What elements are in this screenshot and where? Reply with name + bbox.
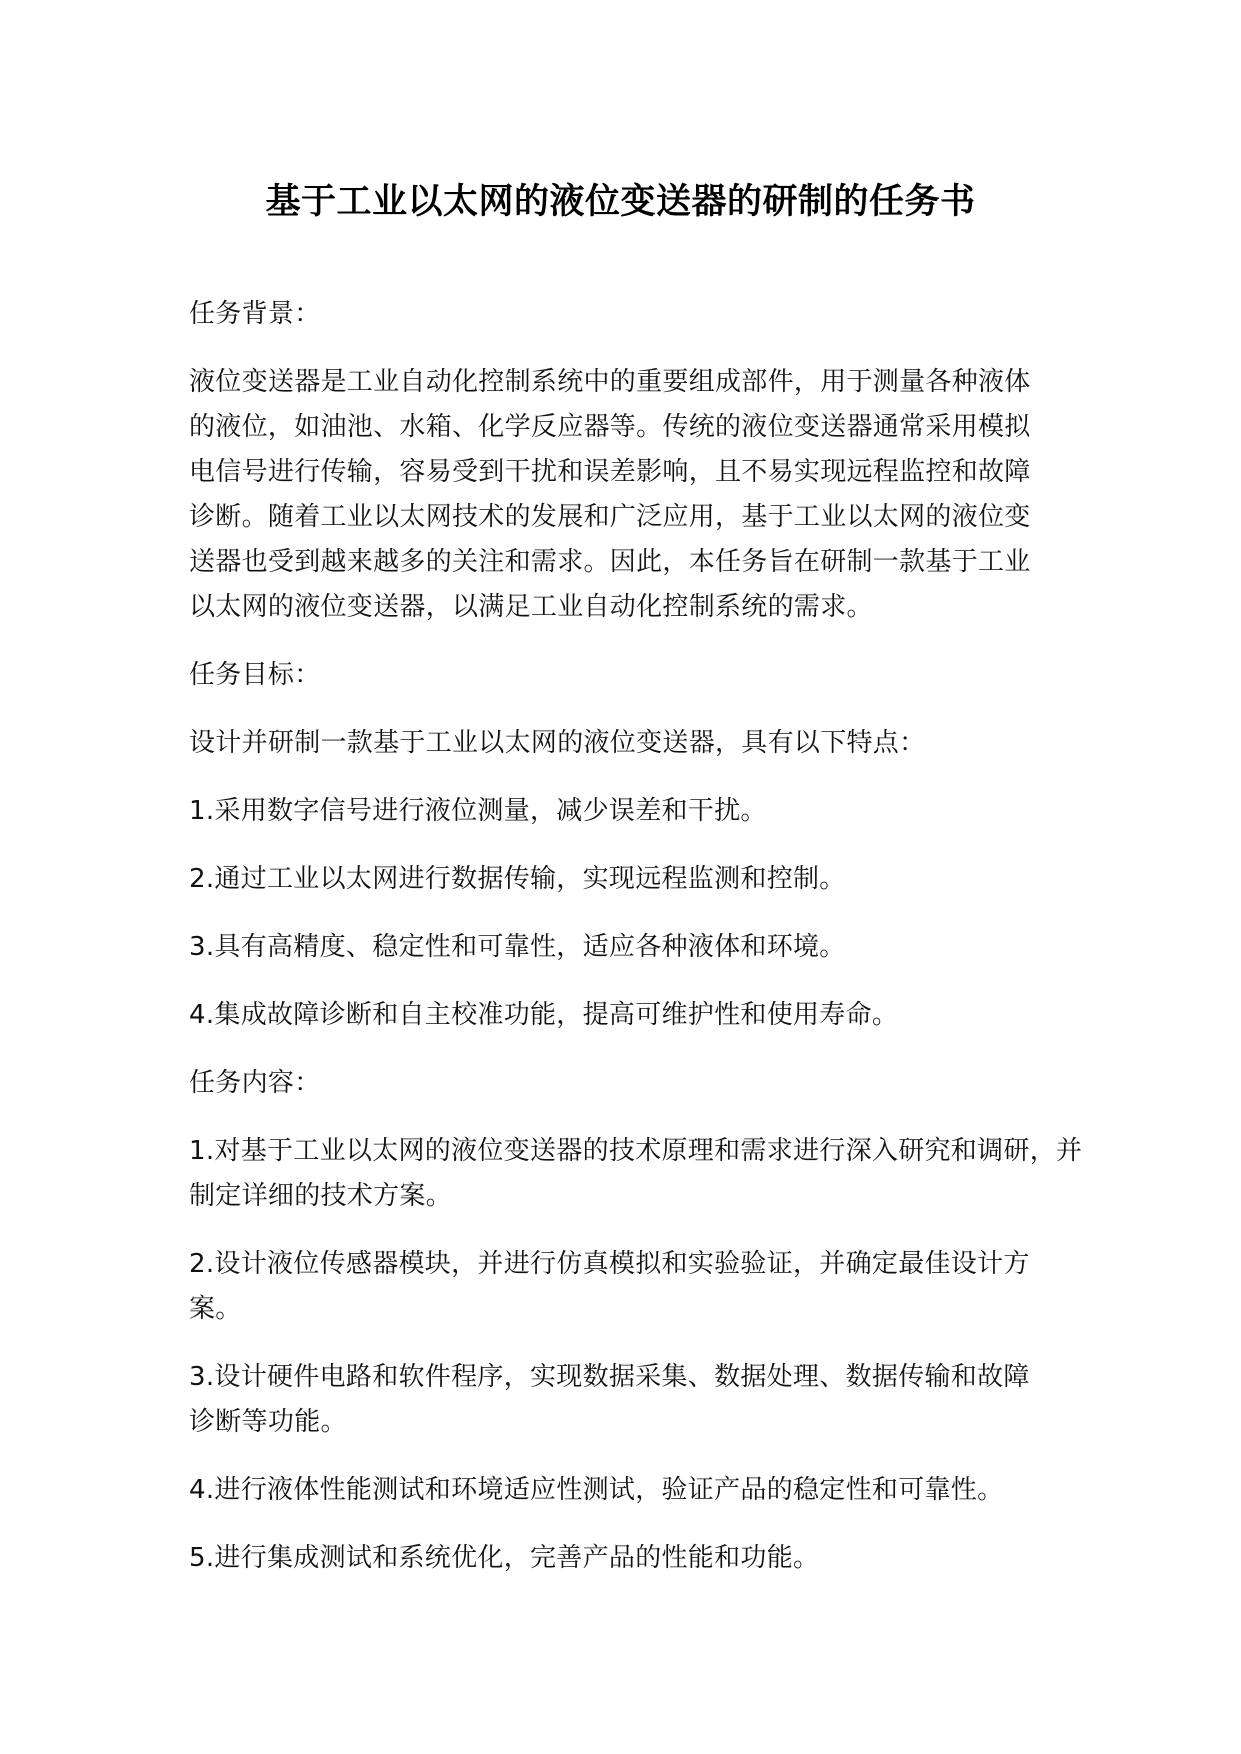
document-body bbox=[189, 292, 1089, 1604]
document-title: 基于工业以太网的液位变送器的研制的任务书 bbox=[265, 182, 976, 222]
content-item: 2.设计液位传感器模块，并进行仿真模拟和实验验证，并确定最佳设计方案。 bbox=[189, 1249, 1030, 1324]
objective-item: 4.集成故障诊断和自主校准功能，提高可维护性和使用寿命。 bbox=[189, 1000, 899, 1030]
objective-item: 1.采用数字信号进行液位测量，减少误差和干扰。 bbox=[189, 796, 767, 826]
content-item: 3.设计硬件电路和软件程序，实现数据采集、数据处理、数据传输和故障诊断等功能。 bbox=[189, 1362, 1030, 1437]
content-item: 5.进行集成测试和系统优化，完善产品的性能和功能。 bbox=[189, 1543, 820, 1573]
objective-item: 3.具有高精度、稳定性和可靠性，适应各种液体和环境。 bbox=[189, 932, 846, 962]
section-heading-background: 任务背景： bbox=[189, 299, 321, 329]
section-heading-objectives: 任务目标： bbox=[189, 660, 321, 690]
background-paragraph: 液位变送器是工业自动化控制系统中的重要组成部件，用于测量各种液体的液位，如油池、水箱、化学反应器等。传统的液位变送器通常采用模拟电信号进行传输，容易受到干扰和误差影响，且不易实现远程监控和故障诊断。随着工业以太网技术的发展和广泛应用，基于工业以太网的液位变送器也受到越来越多的关注和需求。因此，本任务旨在研制一款基于工业以太网的液位变送器，以满足工业自动化控制系统的需求。 bbox=[189, 367, 1031, 622]
content-item: 1.对基于工业以太网的液位变送器的技术原理和需求进行深入研究和调研，并制定详细的技术方案。 bbox=[189, 1136, 1083, 1211]
objectives-intro: 设计并研制一款基于工业以太网的液位变送器，具有以下特点： bbox=[189, 728, 926, 758]
section-heading-content: 任务内容： bbox=[189, 1068, 321, 1098]
objective-item: 2.通过工业以太网进行数据传输，实现远程监测和控制。 bbox=[189, 864, 846, 894]
content-item: 4.进行液体性能测试和环境适应性测试，验证产品的稳定性和可靠性。 bbox=[189, 1475, 1004, 1505]
